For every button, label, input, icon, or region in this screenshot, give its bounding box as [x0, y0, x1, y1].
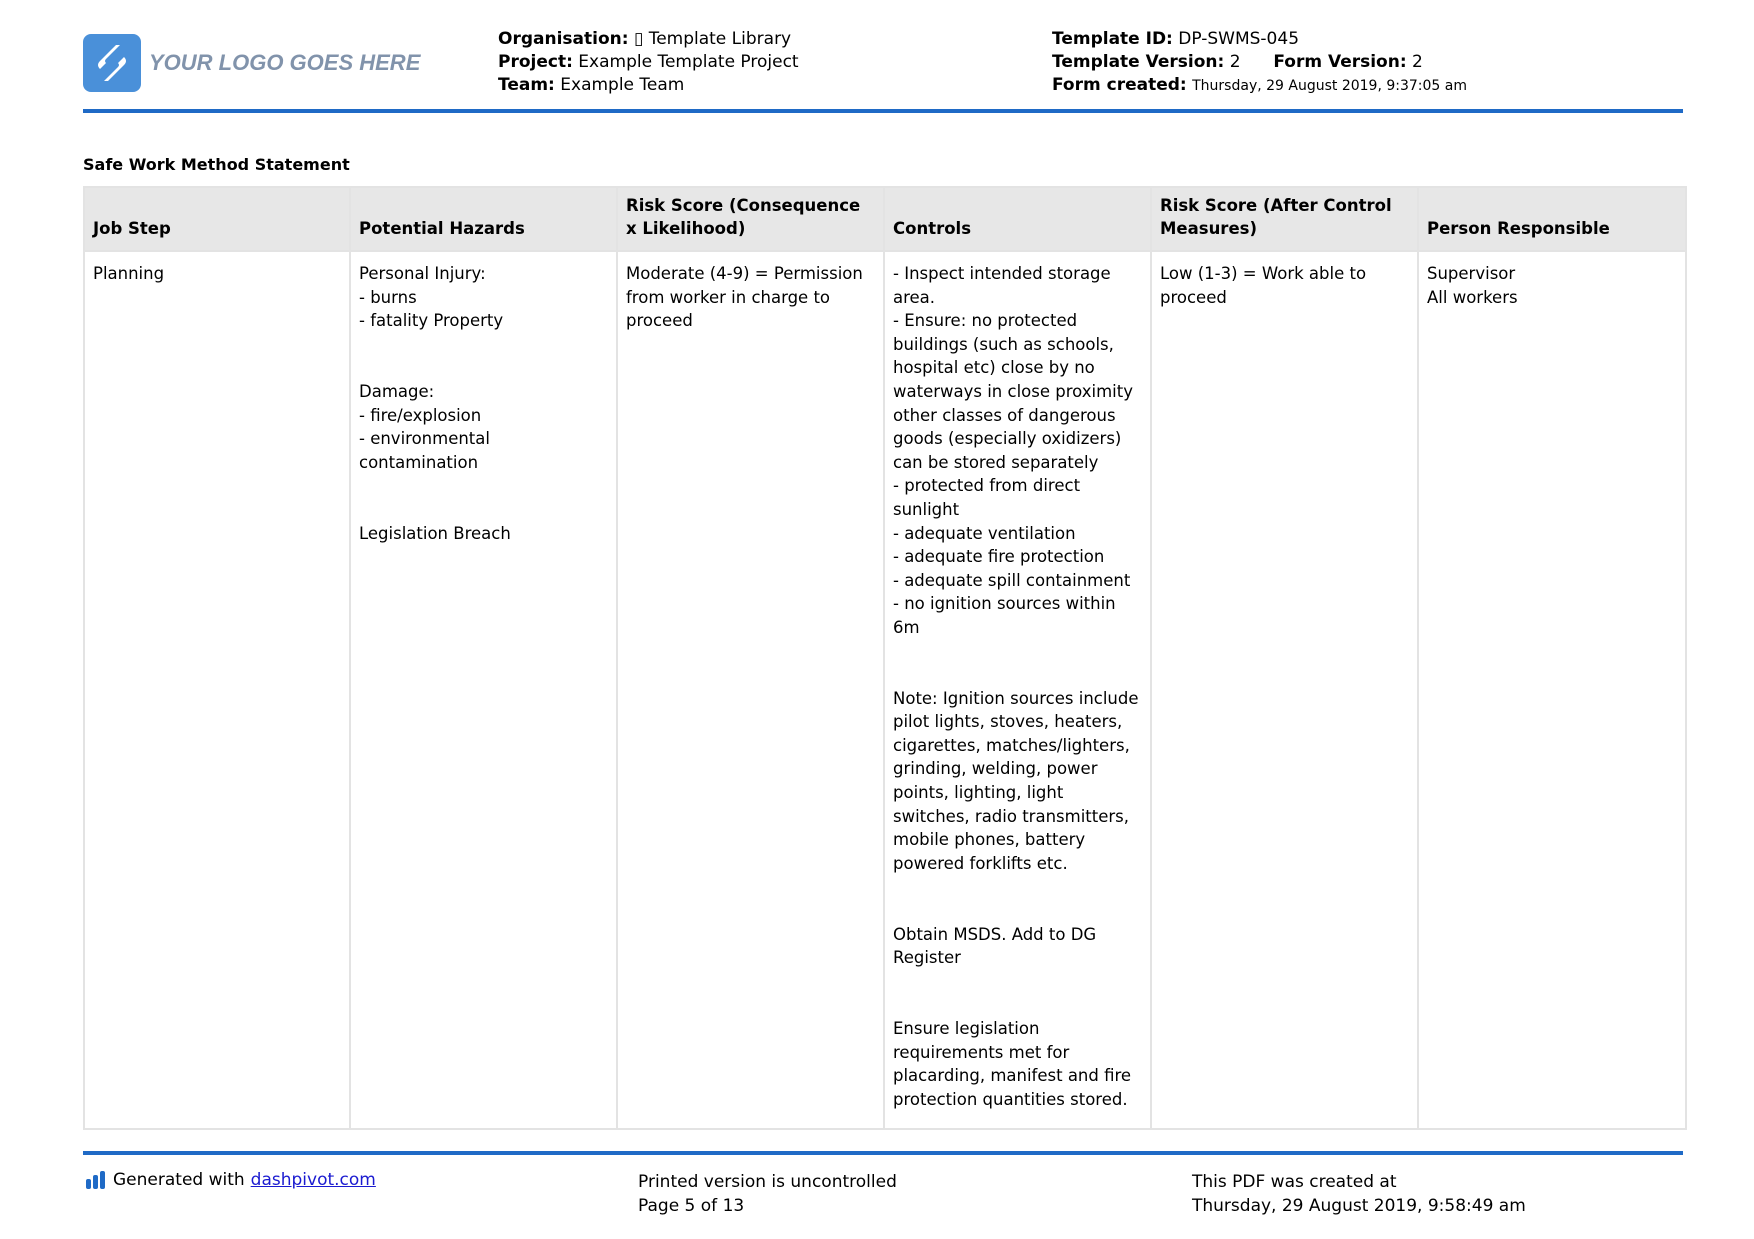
- footer-print-info: [638, 1170, 897, 1218]
- pdf-created-label: This PDF was created at: [1192, 1172, 1397, 1192]
- company-logo: [83, 34, 420, 92]
- template-version-value: 2: [1229, 52, 1241, 72]
- column-header-risk-score: Risk Score (Consequence x Likelihood): [617, 187, 884, 251]
- section-title: Safe Work Method Statement: [83, 155, 350, 174]
- logo-text: YOUR LOGO GOES HERE: [149, 50, 421, 75]
- project-line: Project: Example Template Project: [498, 52, 799, 72]
- organisation-line: Organisation: ▯ Template Library: [498, 29, 792, 49]
- header-divider: [83, 109, 1683, 113]
- pdf-created-value: Thursday, 29 August 2019, 9:58:49 am: [1192, 1196, 1526, 1216]
- swms-table: [83, 186, 1687, 1130]
- template-id-line: Template ID: DP-SWMS-045: [1052, 29, 1300, 49]
- footer-generated: [86, 1170, 376, 1190]
- organisation-value: ▯ Template Library: [633, 29, 792, 49]
- printed-notice: Printed version is uncontrolled: [638, 1172, 897, 1192]
- dashpivot-link[interactable]: dashpivot.com: [250, 1170, 376, 1190]
- column-header-job-step: Job Step: [84, 187, 350, 251]
- dashpivot-icon: [86, 1171, 105, 1189]
- generated-text: Generated with: [113, 1170, 245, 1190]
- cell-person-responsible: Supervisor All workers: [1418, 251, 1686, 1129]
- table-header-row: [84, 187, 1686, 251]
- template-id-value: DP-SWMS-045: [1178, 29, 1300, 49]
- cell-controls: - Inspect intended storage area. - Ensure: no protected buildings (such as schools, hospital etc) close by no waterways in close proximity other classes of dangerous goods (especially oxidizers) can be stored separately - protected from direct sunlight - adequate ventilation - adequate fire protection - adequate spill containment - no ignition sources within 6m Note: Ignition sources include pilot lights, stoves, heaters, cigarettes, matches/lighters, grinding, welding, power points, lighting, light switches, radio transmitters, mobile phones, battery powered forklifts etc. Obtain MSDS. Add to DG Register Ensure legislation requirements met for placarding, manifest and fire protection quantities stored.: [884, 251, 1151, 1129]
- page-info: Page 5 of 13: [638, 1196, 745, 1216]
- form-version-value: 2: [1412, 52, 1423, 72]
- footer-divider: [83, 1151, 1683, 1155]
- column-header-person-responsible: Person Responsible: [1418, 187, 1686, 251]
- form-created-line: Form created: Thursday, 29 August 2019, 9:37:05 am: [1052, 75, 1467, 95]
- form-created-value: Thursday, 29 August 2019, 9:37:05 am: [1192, 78, 1467, 94]
- cell-potential-hazards: Personal Injury: - burns - fatality Property Damage: - fire/explosion - environmental contamination Legislation Breach: [350, 251, 617, 1129]
- team-value: Example Team: [560, 75, 685, 95]
- header-org-info: [498, 28, 799, 97]
- column-header-risk-score-after: Risk Score (After Control Measures): [1151, 187, 1418, 251]
- team-line: Team: Example Team: [498, 75, 685, 95]
- footer-pdf-created: [1192, 1170, 1526, 1218]
- cell-job-step: Planning: [84, 251, 350, 1129]
- column-header-potential-hazards: Potential Hazards: [350, 187, 617, 251]
- cell-risk-score: Moderate (4-9) = Permission from worker in charge to proceed: [617, 251, 884, 1129]
- column-header-controls: Controls: [884, 187, 1151, 251]
- header-template-info: [1052, 28, 1467, 98]
- project-value: Example Template Project: [578, 52, 799, 72]
- logo-icon: [83, 34, 141, 92]
- document-header: [83, 28, 1681, 110]
- table-row: [84, 251, 1686, 1129]
- cell-risk-score-after: Low (1-3) = Work able to proceed: [1151, 251, 1418, 1129]
- version-line: Template Version: 2 Form Version: 2: [1052, 52, 1423, 72]
